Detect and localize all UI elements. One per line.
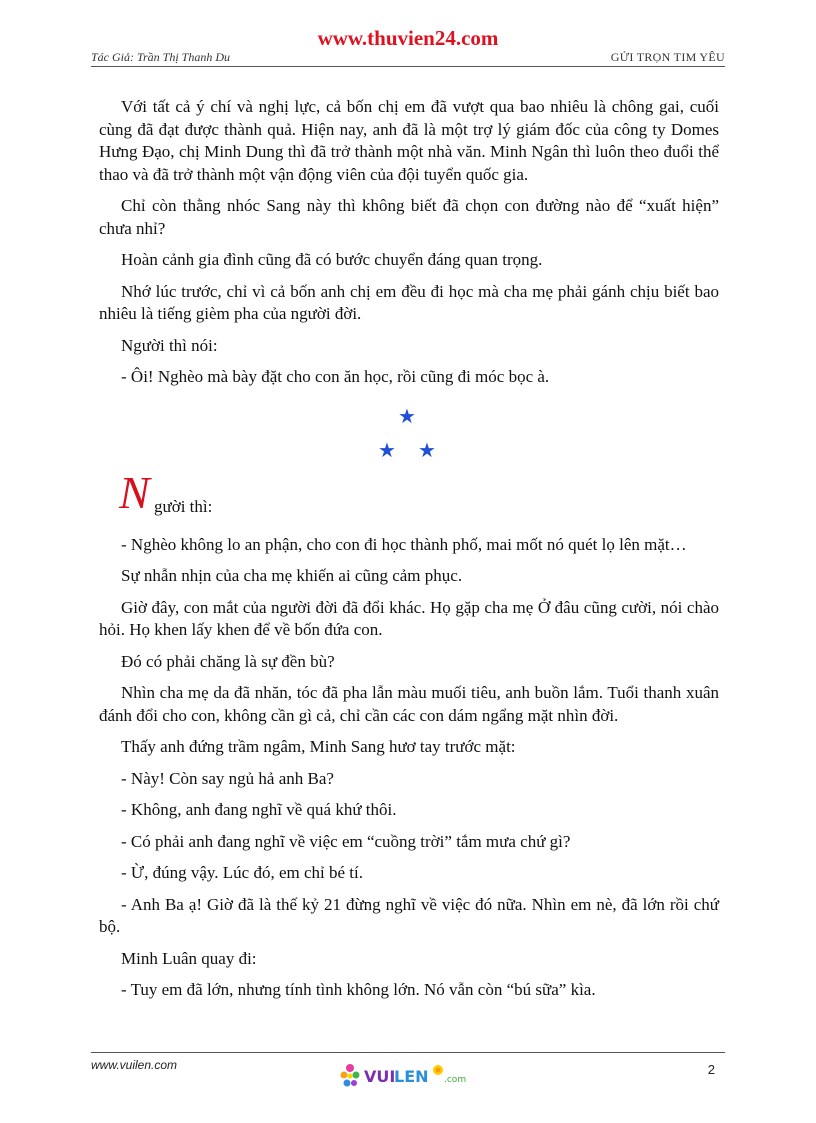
paragraph: Nhìn cha mẹ da đã nhăn, tóc đã pha lẫn màu muối tiêu, anh buồn lắm. Tuổi thanh xuân đánh đổi cho con, không cần gì cả, chỉ cần các con dám ngẩng mặt nhìn đời. bbox=[99, 683, 719, 725]
paragraph: - Này! Còn say ngủ hả anh Ba? bbox=[121, 768, 334, 788]
sun-icon bbox=[433, 1065, 443, 1075]
paragraph: Chỉ còn thằng nhóc Sang này thì không biết đã chọn con đường nào để “xuất hiện” chưa nhỉ? bbox=[99, 196, 719, 238]
star-icon: ★ bbox=[418, 437, 436, 462]
section-separator bbox=[99, 398, 719, 468]
paragraph: - Nghèo không lo an phận, cho con đi học thành phố, mai mốt nó quét lọ lên mặt… bbox=[121, 534, 687, 554]
page-content bbox=[99, 96, 719, 1011]
paragraph: Đó có phải chăng là sự đền bù? bbox=[121, 651, 335, 671]
vuilen-logo[interactable] bbox=[338, 1058, 498, 1094]
paragraph: - Anh Ba ạ! Giờ đã là thế kỷ 21 đừng nghĩ về việc đó nữa. Nhìn em nè, đã lớn rồi chứ bộ. bbox=[99, 894, 719, 936]
header-book-title: GỬI TRỌN TIM YÊU bbox=[610, 50, 725, 64]
header-divider bbox=[91, 66, 725, 67]
footer-divider bbox=[91, 1052, 725, 1053]
paragraph: - Có phải anh đang nghĩ về việc em “cuồng trời” tắm mưa chứ gì? bbox=[121, 831, 571, 851]
flower-icon bbox=[341, 1064, 360, 1087]
page-number: 2 bbox=[707, 1062, 715, 1077]
drop-cap: N bbox=[119, 466, 150, 518]
paragraph: - Không, anh đang nghĩ về quá khứ thôi. bbox=[121, 800, 397, 819]
logo-text-vui: VUI bbox=[364, 1067, 396, 1086]
logo-text-len: LEN bbox=[394, 1067, 429, 1086]
paragraph: - Ừ, đúng vậy. Lúc đó, em chỉ bé tí. bbox=[121, 863, 364, 882]
paragraph: Thấy anh đứng trầm ngâm, Minh Sang hươ tay trước mặt: bbox=[121, 737, 516, 756]
header-author: Tác Giả: Trần Thị Thanh Du bbox=[91, 50, 231, 64]
paragraph: Minh Luân quay đi: bbox=[121, 948, 257, 968]
logo-text-com: .com bbox=[444, 1075, 467, 1085]
paragraph: Giờ đây, con mắt của người đời đã đổi khác. Họ gặp cha mẹ Ở đâu cũng cười, nói chào hỏi. Họ khen lấy khen để về bốn đứa con. bbox=[99, 597, 719, 639]
dropcap-paragraph bbox=[99, 466, 719, 520]
paragraph: Người thì nói: bbox=[121, 335, 218, 355]
dropcap-text: gười thì: bbox=[154, 496, 213, 516]
paragraph: Với tất cả ý chí và nghị lực, cả bốn chị em đã vượt qua bao nhiêu là chông gai, cuối cùng đã đạt được thành quả. Hiện nay, anh đã là một trợ lý giám đốc của công ty Domes Hưng Đạo, chị Minh Dung thì đã trở thành một nhà văn. Minh Ngân thì luôn theo đuổi thể thao và đã trở thành một vận động viên của đội tuyển quốc gia. bbox=[99, 97, 719, 184]
paragraph: - Ôi! Nghèo mà bày đặt cho con ăn học, rồi cũng đi móc bọc à. bbox=[121, 367, 550, 386]
paragraph: Nhớ lúc trước, chỉ vì cả bốn anh chị em đều đi học mà cha mẹ phải gánh chịu biết bao nhiêu là tiếng gièm pha của người đời. bbox=[99, 281, 719, 323]
star-icon: ★ bbox=[378, 437, 396, 462]
site-url[interactable]: www.thuvien24.com bbox=[317, 26, 499, 50]
paragraph: Sự nhẫn nhịn của cha mẹ khiến ai cũng cảm phục. bbox=[121, 566, 463, 585]
footer-url[interactable]: www.vuilen.com bbox=[91, 1058, 178, 1072]
paragraph: - Tuy em đã lớn, nhưng tính tình không lớn. Nó vẫn còn “bú sữa” kìa. bbox=[121, 980, 596, 999]
star-icon: ★ bbox=[398, 403, 416, 428]
paragraph: Hoàn cảnh gia đình cũng đã có bước chuyển đáng quan trọng. bbox=[121, 250, 543, 269]
